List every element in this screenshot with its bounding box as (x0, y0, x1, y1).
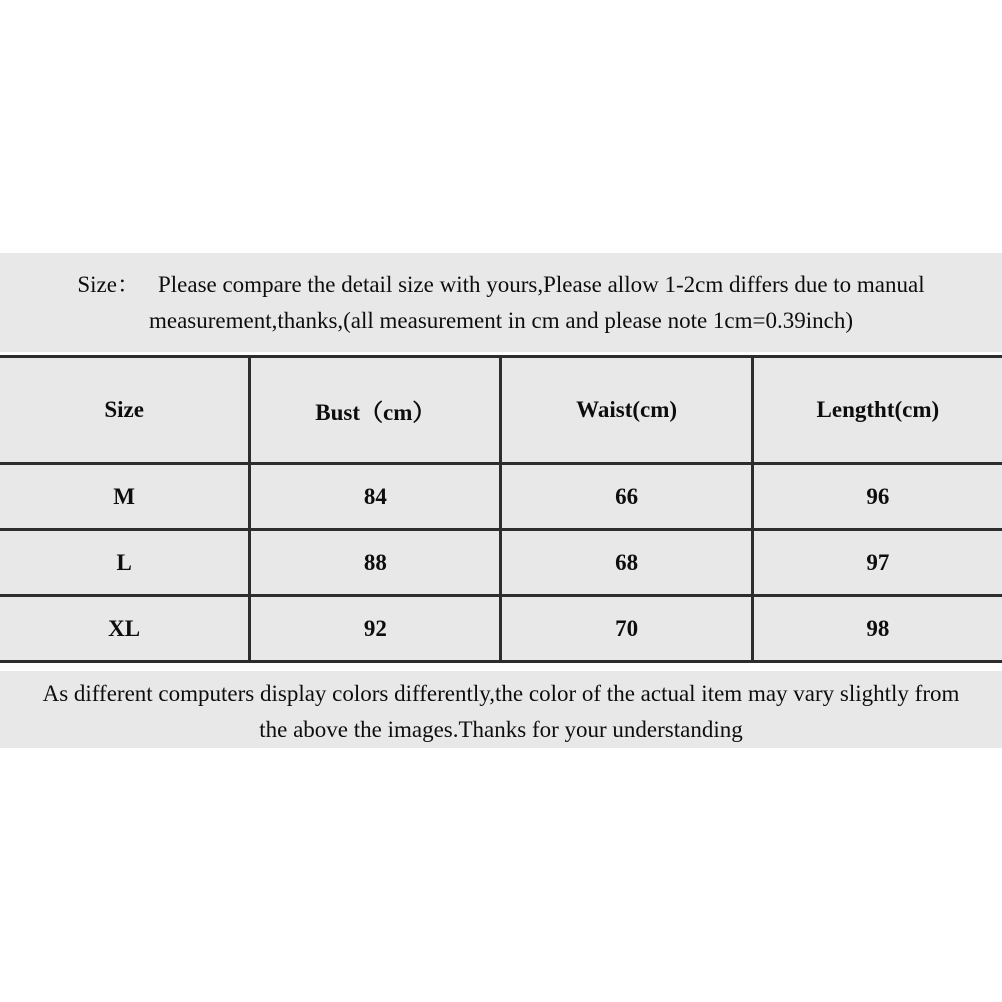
measurement-note-banner (0, 253, 1002, 352)
cell-bust-xl: 92 (250, 596, 501, 662)
column-header-waist: Waist(cm) (501, 357, 752, 464)
cell-size-l: L (0, 530, 250, 596)
size-table (0, 355, 1002, 663)
column-header-bust: Bust（cm） (250, 357, 501, 464)
cell-length-m: 96 (752, 464, 1002, 530)
cell-waist-xl: 70 (501, 596, 752, 662)
table-row-xl (0, 596, 1002, 662)
color-disclaimer-banner (0, 671, 1002, 748)
measurement-note-line2: measurement,thanks,(all measurement in cm and please note 1cm=0.39inch) (148, 308, 853, 333)
cell-length-l: 97 (752, 530, 1002, 596)
cell-size-m: M (0, 464, 250, 530)
measurement-note-line1 (0, 253, 1002, 303)
table-row-l (0, 530, 1002, 596)
cell-waist-m: 66 (501, 464, 752, 530)
cell-bust-m: 84 (250, 464, 501, 530)
column-header-length: Lengtht(cm) (752, 357, 1002, 464)
color-disclaimer-line2: the above the images.Thanks for your understanding (259, 717, 743, 742)
cell-length-xl: 98 (752, 596, 1002, 662)
color-disclaimer-line1: As different computers display colors differently,the color of the actual item may vary slightly from (42, 681, 960, 706)
measurement-note-line1-text: Please compare the detail size with yours,Please allow 1-2cm differs due to manual (157, 272, 925, 297)
column-header-size: Size (0, 357, 250, 464)
cell-waist-l: 68 (501, 530, 752, 596)
cell-size-xl: XL (0, 596, 250, 662)
cell-bust-l: 88 (250, 530, 501, 596)
size-table-header-row (0, 357, 1002, 464)
size-note-label: Size： (77, 272, 140, 297)
table-row-m (0, 464, 1002, 530)
